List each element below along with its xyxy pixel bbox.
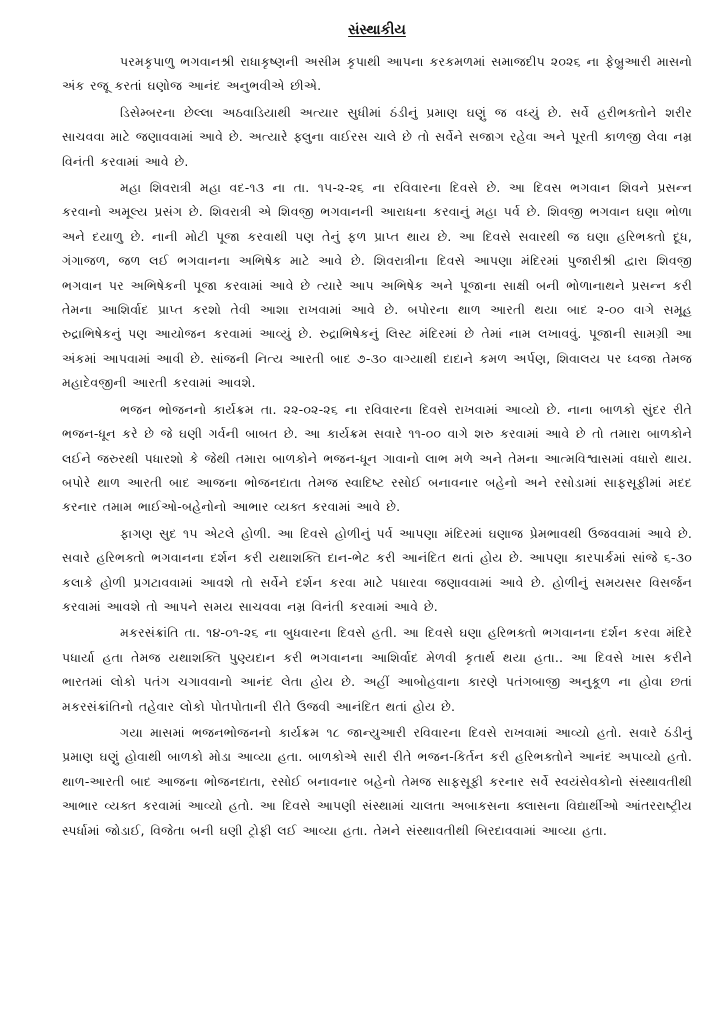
paragraph-shivratri: મહા શિવરાત્રી મહા વદ-૧૩ ના તા. ૧૫-૨-૨૬ ના રવિવારના દિવસે છે. આ દિવસ ભગવાન શિવને પ્રસન્ન કરવાનો અમૂલ્ય પ્રસંગ છે. શિવરાત્રી એ શિવજી ભગવાનની આરાધના કરવાનું મહા પર્વ છે. શિવજી ભગવાન ઘણા ભોળા અને દયાળુ છે. નાની મોટી પૂજા કરવાથી પણ તેનું ફળ પ્રાપ્ત થાય છે. આ દિવસે સવારથી જ ઘણા હરિભક્તો દૂધ, ગંગાજળ, જળ લઈ ભગવાનના અભિષેક માટે આવે છે. શિવરાત્રીના દિવસે આપણા મંદિરમાં પુજારીશ્રી દ્વારા શિવજી ભગવાન પર અભિષેકની પૂજા કરવામાં આવે છે ત્યારે આપ અભિષેક અને પૂજાના સાક્ષી બની ભોળાનાથને પ્રસન્ન કરી તેમના આશિર્વાદ પ્રાપ્ત કરશો તેવી આશા રાખવામાં આવે છે. બપોરના થાળ આરતી થયા બાદ ૨-૦૦ વાગે સમૂહ રુદ્રાભિષેકનું પણ આયોજન કરવામાં આવ્યું છે. રુદ્રાભિષેકનું લિસ્ટ મંદિરમાં છે તેમાં નામ લખાવવું. પૂજાની સામગ્રી આ અંકમાં આપવામાં આવી છે. સાંજની નિત્ય આરતી બાદ ૭-૩૦ વાગ્યાથી દાદાને કમળ અર્પણ, શિવાલય પર ધ્વજા તેમજ મહાદેવજીની આરતી કરવામાં આવશે. [62,180,692,391]
paragraph-bhajan-bhojan: ભજન ભોજનનો કાર્યક્રમ તા. ૨૨-૦૨-૨૬ ના રવિવારના દિવસે રાખવામાં આવ્યો છે. નાના બાળકો સુંદર રીતે ભજન-ધૂન કરે છે જે ઘણી ગર્વની બાબત છે. આ કાર્યક્રમ સવારે ૧૧-૦૦ વાગે શરુ કરવામાં આવે છે તો તમારા બાળકોને લઈને જરુરથી પધારશો કે જેથી તમારા બાળકોને ભજન-ધૂન ગાવાનો લાભ મળે અને તેમના આત્મવિશ્વાસમાં વધારો થાય. બપોરે થાળ આરતી બાદ આજના ભોજનદાતા તેમજ સ્વાદિષ્ટ રસોઈ બનાવનાર બહેનો અને રસોડામાં સાફસૂફીમાં મદદ કરનાર તમામ ભાઈઓ-બહેનોનો આભાર વ્યક્ત કરવામાં આવે છે. [62,401,692,515]
paragraph-makar-sankranti: મકરસંક્રાંતિ તા. ૧૪-૦૧-૨૬ ના બુધવારના દિવસે હતી. આ દિવસે ઘણા હરિભક્તો ભગવાનના દર્શન કરવા મંદિરે પધાર્યા હતા તેમજ યથાશક્તિ પુણ્યદાન કરી ભગવાનના આશિર્વાદ મેળવી કૃતાર્થ થયા હતા.. આ દિવસે ખાસ કરીને ભારતમાં લોકો પતંગ ચગાવવાનો આનંદ લેતા હોય છે. અહીં આબોહવાના કારણે પતંગબાજી અનુકૂળ ના હોવા છતાં મકરસંક્રાંતિનો તહેવાર લોકો પોતપોતાની રીતે ઉજવી આનંદિત થતાં હોય છે. [62,625,692,714]
paragraph-last-month-program: ગયા માસમાં ભજનભોજનનો કાર્યક્રમ ૧૮ જાન્યુઆરી રવિવારના દિવસે રાખવામાં આવ્યો હતો. સવારે ઠંડીનું પ્રમાણ ઘણું હોવાથી બાળકો મોડા આવ્યા હતા. બાળકોએ સારી રીતે ભજન-કિર્તન કરી હરિભક્તોને આનંદ અપાવ્યો હતો. થાળ-આરતી બાદ આજના ભોજનદાતા, રસોઈ બનાવનાર બહેનો તેમજ સાફસૂફી કરનાર સર્વે સ્વયંસેવકોનો સંસ્થાવતીથી આભાર વ્યક્ત કરવામાં આવ્યો હતો. આ દિવસે આપણી સંસ્થામાં ચાલતા અબાકસના ક્લાસના વિદ્યાર્થીઓ આંતરરાષ્ટ્રીય સ્પર્ધામાં જોડાઈ, વિજેતા બની ઘણી ટ્રોફી લઈ આવ્યા હતા. તેમને સંસ્થાવતીથી બિરદાવવામાં આવ્યા હતા. [62,724,692,838]
paragraph-holi: ફાગણ સુદ ૧૫ એટલે હોળી. આ દિવસે હોળીનું પર્વ આપણા મંદિરમાં ઘણાજ પ્રેમભાવથી ઉજવવામાં આવે છે. સવારે હરિભક્તો ભગવાનના દર્શન કરી યથાશક્તિ દાન-ભેટ કરી આનંદિત થતાં હોય છે. આપણા કારપાર્કમાં સાંજે ૬-૩૦ કલાકે હોળી પ્રગટાવવામાં આવશે તો સર્વેને દર્શન કરવા માટે પધારવા જણાવવામાં આવે છે. હોળીનું સમયસર વિસર્જન કરવામાં આવશે તો આપને સમય સાચવવા નમ્ર વિનંતી કરવામાં આવે છે. [62,525,692,614]
paragraph-intro: પરમકૃપાળુ ભગવાનશ્રી રાધાકૃષ્ણની અસીમ કૃપાથી આપના કરકમળમાં સમાજદીપ ૨૦૨૬ ના ફેબ્રુઆરી માસનો અંક રજૂ કરતાં ઘણોજ આનંદ અનુભવીએ છીએ. [62,54,692,94]
document-page [62,22,692,845]
page-title: સંસ્થાકીય [348,22,406,38]
paragraph-winter-health: ડિસેમ્બરના છેલ્લા અઠવાડિયાથી અત્યાર સુધીમાં ઠંડીનું પ્રમાણ ઘણું જ વધ્યું છે. સર્વે હરીભક્તોને શરીર સાચવવા માટે જણાવવામાં આવે છે. અત્યારે ફ્લુના વાઈરસ ચાલે છે તો સર્વેને સજાગ રહેવા અને પૂરતી કાળજી લેવા નમ્ર વિનંતી કરવામાં આવે છે. [62,104,692,169]
